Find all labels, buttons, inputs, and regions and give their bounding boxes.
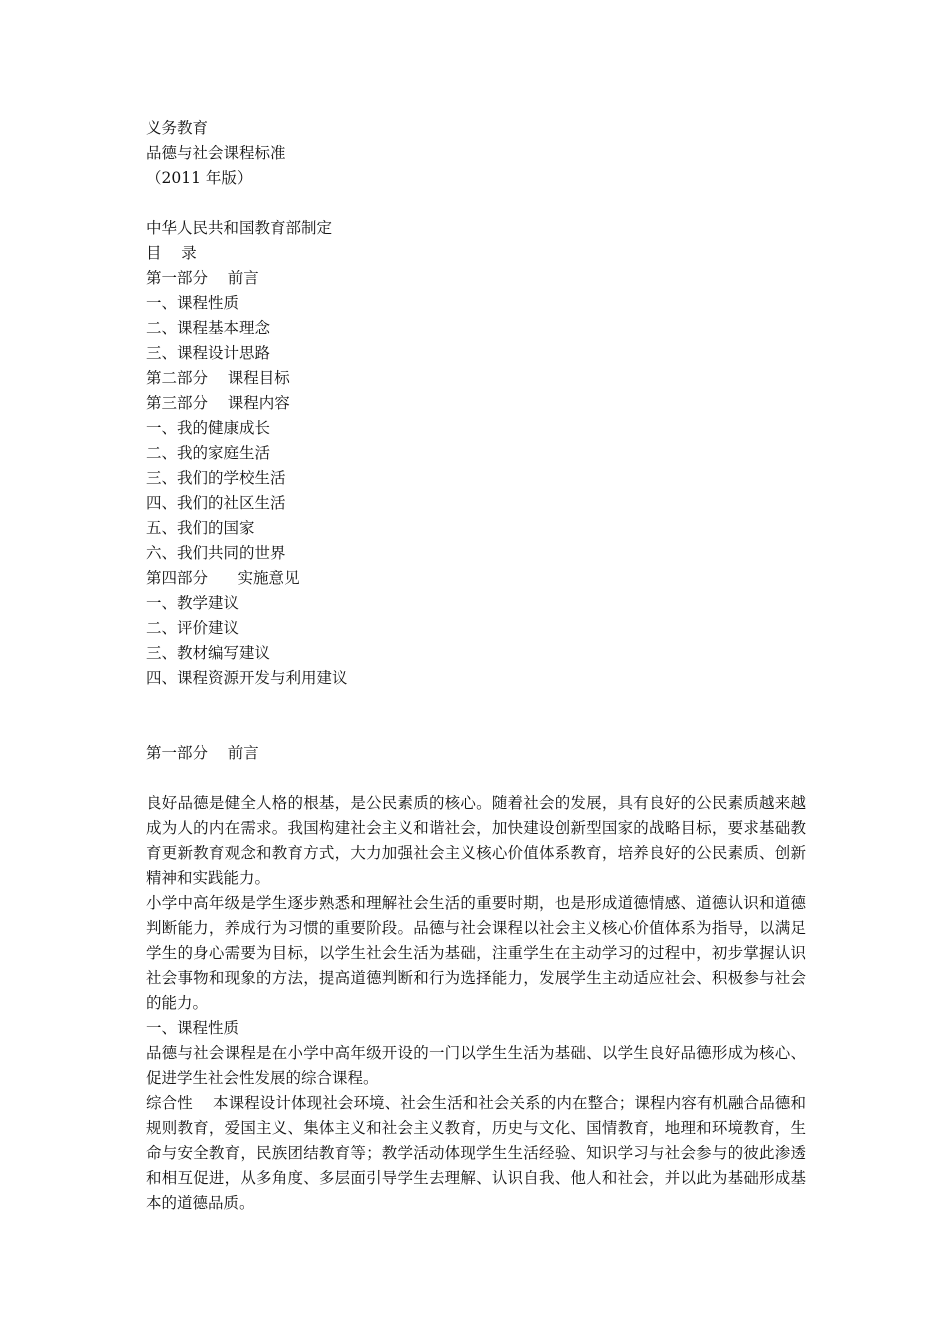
toc-item: 一、教学建议: [146, 594, 240, 612]
doc-edition: （2011 年版）: [146, 169, 253, 187]
toc-title: 目 录: [146, 244, 197, 262]
toc-item: 五、我们的国家: [146, 519, 255, 537]
table-of-contents: [146, 266, 806, 691]
paragraph: 良好品德是健全人格的根基，是公民素质的核心。随着社会的发展，具有良好的公民素质越来越成为人的内在需求。我国构建社会主义和谐社会，加快建设创新型国家的战略目标，要求基础教育更新教育观念和教育方式，大力加强社会主义核心价值体系教育，培养良好的公民素质、创新精神和实践能力。: [146, 794, 806, 887]
part-heading: 第一部分 前言: [146, 744, 259, 762]
toc-item: 第一部分 前言: [146, 269, 259, 287]
toc-item: 六、我们共同的世界: [146, 544, 286, 562]
toc-item: 第三部分 课程内容: [146, 394, 290, 412]
toc-item: 四、我们的社区生活: [146, 494, 286, 512]
toc-item: 三、课程设计思路: [146, 344, 271, 362]
section-heading: 一、课程性质: [146, 1019, 240, 1037]
toc-item: 第二部分 课程目标: [146, 369, 290, 387]
toc-item: 二、评价建议: [146, 619, 240, 637]
toc-item: 四、课程资源开发与利用建议: [146, 669, 348, 687]
blank-line: [146, 191, 806, 216]
toc-item: 二、课程基本理念: [146, 319, 271, 337]
blank-line: [146, 766, 806, 791]
document-page: [146, 116, 806, 1216]
paragraph: 综合性 本课程设计体现社会环境、社会生活和社会关系的内在整合；课程内容有机融合品德和规则教育，爱国主义、集体主义和社会主义教育，历史与文化、国情教育，地理和环境教育，生命与安全教育，民族团结教育等；教学活动体现学生生活经验、知识学习与社会参与的彼此渗透和相互促进，从多角度、多层面引导学生去理解、认识自我、他人和社会，并以此为基础形成基本的道德品质。: [146, 1094, 806, 1212]
toc-item: 一、我的健康成长: [146, 419, 271, 437]
doc-title: 品德与社会课程标准: [146, 144, 286, 162]
paragraph: 品德与社会课程是在小学中高年级开设的一门以学生生活为基础、以学生良好品德形成为核心、促进学生社会性发展的综合课程。: [146, 1044, 806, 1087]
toc-item: 二、我的家庭生活: [146, 444, 271, 462]
toc-item: 一、课程性质: [146, 294, 240, 312]
paragraph: 小学中高年级是学生逐步熟悉和理解社会生活的重要时期，也是形成道德情感、道德认识和道德判断能力，养成行为习惯的重要阶段。品德与社会课程以社会主义核心价值体系为指导，以满足学生的身心需要为目标，以学生社会生活为基础，注重学生在主动学习的过程中，初步掌握认识社会事物和现象的方法，提高道德判断和行为选择能力，发展学生主动适应社会、积极参与社会的能力。: [146, 894, 806, 1012]
doc-series-title: 义务教育: [146, 119, 209, 137]
doc-issuer: 中华人民共和国教育部制定: [146, 219, 333, 237]
blank-space: [146, 691, 806, 741]
toc-item: 第四部分 实施意见: [146, 569, 300, 587]
toc-item: 三、教材编写建议: [146, 644, 271, 662]
toc-item: 三、我们的学校生活: [146, 469, 286, 487]
